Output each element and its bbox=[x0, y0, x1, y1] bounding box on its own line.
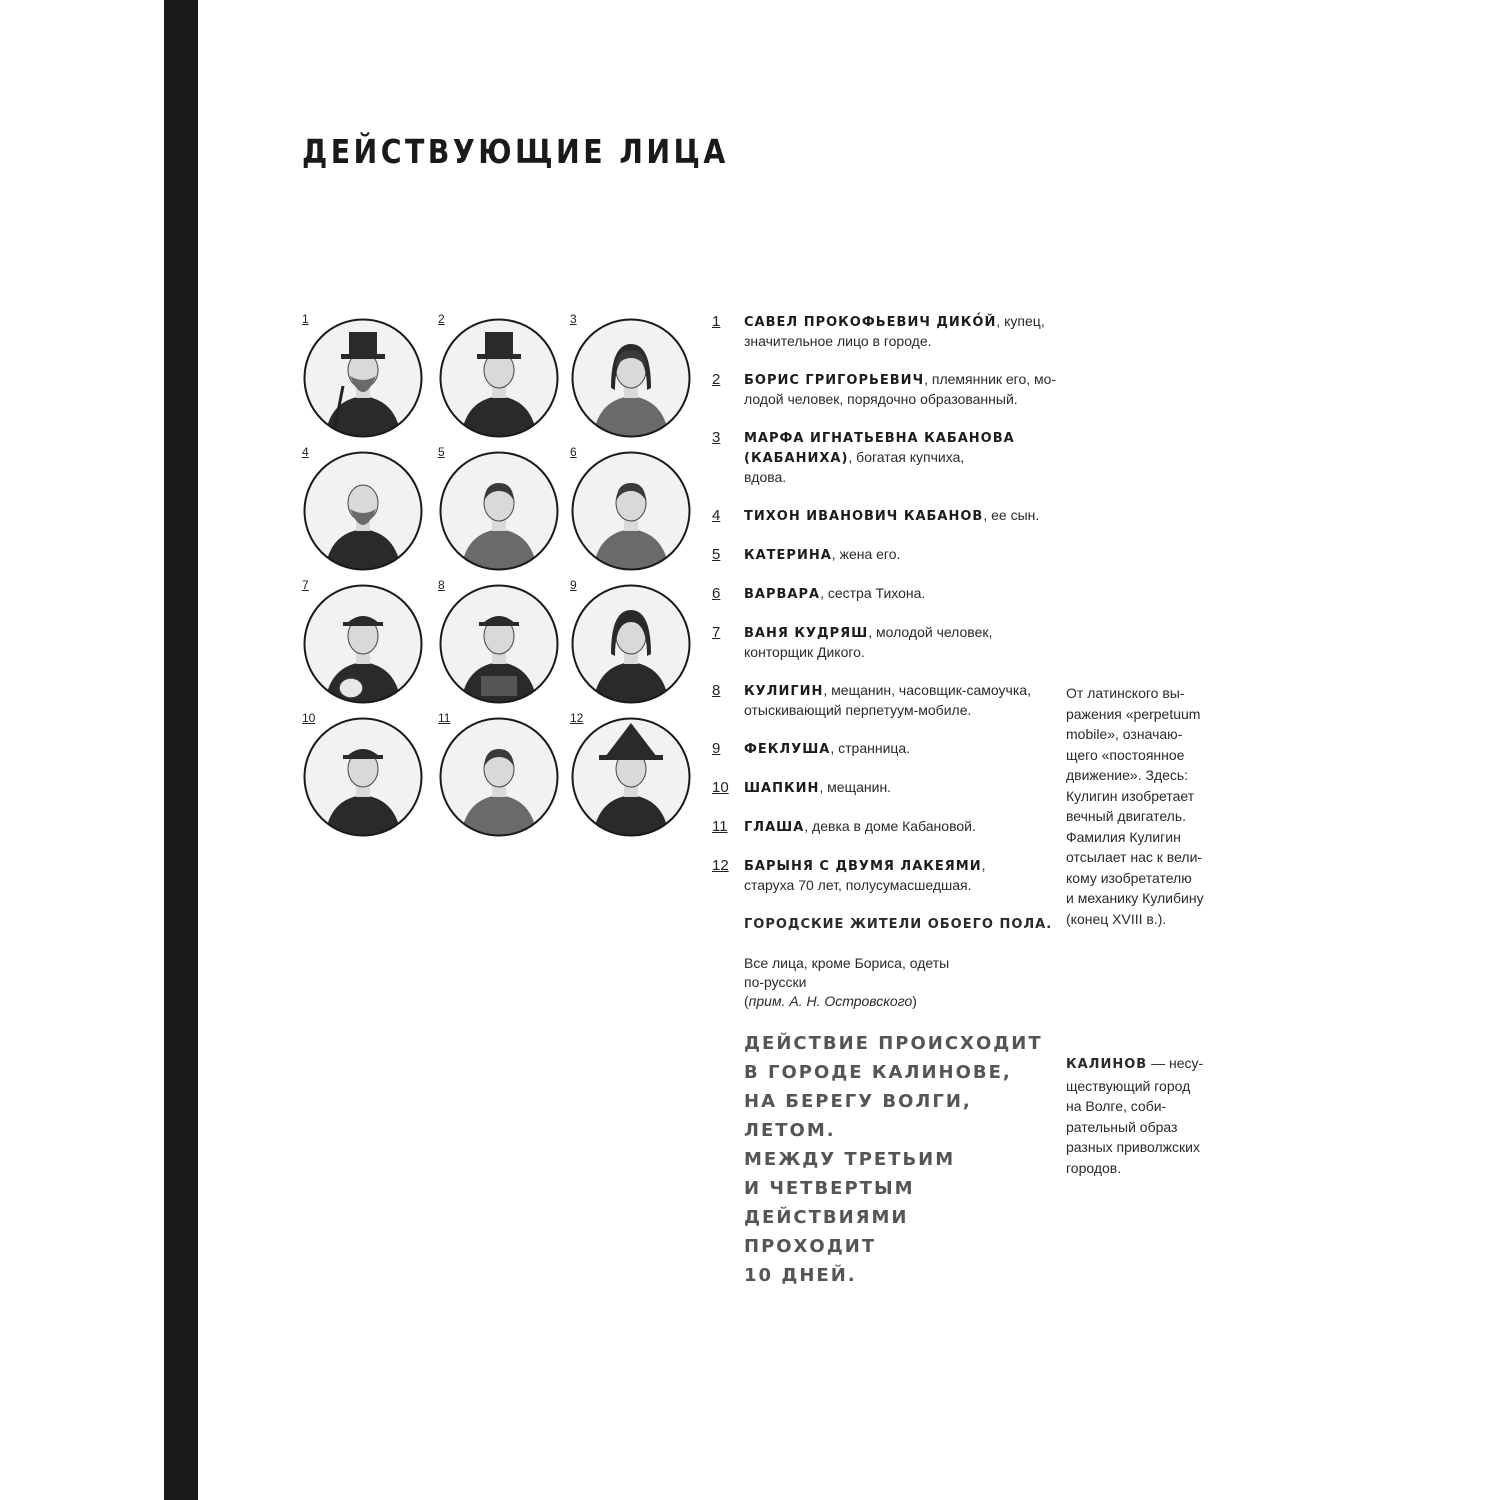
portrait-number: 10 bbox=[302, 711, 316, 725]
portrait-number: 1 bbox=[302, 312, 309, 326]
costume-note-text: Все лица, кроме Бориса, одеты по-русски bbox=[744, 955, 950, 990]
cast-entry-name: ШАПКИН bbox=[744, 781, 820, 796]
cast-list bbox=[712, 312, 1062, 1011]
portrait bbox=[568, 312, 692, 442]
cast-entry bbox=[712, 312, 1062, 351]
cast-entry-description: , ее сын. bbox=[983, 507, 1040, 523]
cast-entry-number: 4 bbox=[712, 507, 721, 524]
character-portrait-image bbox=[303, 584, 423, 704]
cast-entry bbox=[712, 739, 1062, 759]
character-portrait-image bbox=[303, 318, 423, 438]
cast-entry-description: , племянник его, мо- лодой человек, порядочно образованный. bbox=[744, 371, 1057, 407]
cast-entry bbox=[712, 506, 1062, 526]
cast-entry-name: ГЛАША bbox=[744, 820, 805, 835]
paren-close: ) bbox=[912, 993, 917, 1009]
cast-entry bbox=[712, 428, 1062, 487]
cast-entry-description: , мещанин, часовщик-самоучка, отыскивающий перпетуум-мобиле. bbox=[744, 682, 1031, 718]
cast-entry-number: 9 bbox=[712, 740, 721, 757]
cast-entry-description: , девка в доме Кабановой. bbox=[804, 818, 976, 834]
cast-entry-number: 11 bbox=[712, 818, 728, 835]
note-kalinov bbox=[1066, 1053, 1226, 1178]
townsfolk-label: ГОРОДСКИЕ ЖИТЕЛИ ОБОЕГО ПОЛА. bbox=[744, 917, 1053, 932]
cast-entry-name: ВАРВАРА bbox=[744, 587, 821, 602]
character-portrait-image bbox=[571, 318, 691, 438]
character-portrait-image bbox=[439, 584, 559, 704]
book-spine-bar bbox=[164, 0, 198, 1500]
character-portrait-image bbox=[439, 451, 559, 571]
character-portrait-image bbox=[303, 717, 423, 837]
cast-entry-name: ТИХОН ИВАНОВИЧ КАБАНОВ bbox=[744, 509, 984, 524]
character-portrait-image bbox=[571, 584, 691, 704]
cast-entry bbox=[712, 623, 1062, 662]
paren-open: ( bbox=[744, 993, 749, 1009]
portrait-number: 7 bbox=[302, 578, 309, 592]
portrait-number: 6 bbox=[570, 445, 577, 459]
portrait-number: 2 bbox=[438, 312, 445, 326]
cast-entry-number: 12 bbox=[712, 857, 729, 874]
portrait bbox=[300, 578, 424, 708]
cast-entry-name: ФЕКЛУША bbox=[744, 742, 831, 757]
cast-entry-number: 10 bbox=[712, 779, 729, 796]
note-kalinov-text: — несу- ществующий город на Волге, соби- рательный образ разных приволжских городов. bbox=[1066, 1055, 1204, 1176]
costume-note bbox=[712, 954, 1062, 1011]
cast-entry-name: КУЛИГИН bbox=[744, 684, 824, 699]
cast-entry-description: , сестра Тихона. bbox=[820, 585, 926, 601]
portrait-number: 5 bbox=[438, 445, 445, 459]
cast-entry-number: 6 bbox=[712, 585, 721, 602]
portrait-number: 8 bbox=[438, 578, 445, 592]
portrait-number: 11 bbox=[438, 711, 451, 725]
portrait bbox=[568, 578, 692, 708]
cast-entry-description: , странница. bbox=[830, 740, 911, 756]
cast-entry bbox=[712, 817, 1062, 837]
cast-entry-number: 5 bbox=[712, 546, 721, 563]
cast-entry-description: , мещанин. bbox=[819, 779, 892, 795]
townsfolk-line bbox=[712, 914, 1062, 934]
portrait bbox=[436, 711, 560, 841]
cast-entry-number: 2 bbox=[712, 371, 721, 388]
cast-entry-description: , купец, значительное лицо в городе. bbox=[744, 313, 1045, 349]
note-kalinov-term: КАЛИНОВ bbox=[1066, 1057, 1148, 1072]
portrait bbox=[300, 445, 424, 575]
cast-entry bbox=[712, 681, 1062, 720]
note-perpetuum-mobile: От латинского вы- ражения «perpetuum mobile», означаю- щего «постоянное движение». Здесь: Кулигин изобретает вечный двигатель. Фамилия Кулигин отсылает нас к вели- кому изобретателю и механику Кулибину (конец XVIII в.). bbox=[1066, 685, 1204, 927]
portrait-number: 3 bbox=[570, 312, 577, 326]
cast-entry-description: , старуха 70 лет, полусумасшедшая. bbox=[744, 857, 986, 893]
portrait bbox=[300, 312, 424, 442]
cast-entry-name: САВЕЛ ПРОКОФЬЕВИЧ ДИКО́Й bbox=[744, 315, 997, 330]
character-portrait-image bbox=[303, 451, 423, 571]
cast-entry-number: 1 bbox=[712, 313, 721, 330]
cast-entry-name: МАРФА ИГНАТЬЕВНА КАБАНОВА (КАБАНИХА) bbox=[744, 431, 1015, 466]
portrait bbox=[568, 711, 692, 841]
page-title: ДЕЙСТВУЮЩИЕ ЛИЦА bbox=[302, 132, 729, 171]
portrait-number: 12 bbox=[570, 711, 584, 725]
cast-entry-description: , жена его. bbox=[831, 546, 901, 562]
portrait bbox=[436, 445, 560, 575]
character-portrait-image bbox=[439, 717, 559, 837]
character-portrait-image bbox=[571, 717, 691, 837]
portrait bbox=[436, 312, 560, 442]
cast-entry-name: БАРЫНЯ С ДВУМЯ ЛАКЕЯМИ bbox=[744, 859, 982, 874]
portrait bbox=[436, 578, 560, 708]
cast-entry bbox=[712, 545, 1062, 565]
cast-entry bbox=[712, 370, 1062, 409]
setting-statement: ДЕЙСТВИЕ ПРОИСХОДИТ В ГОРОДЕ КАЛИНОВЕ, НА БЕРЕГУ ВОЛГИ, ЛЕТОМ. МЕЖДУ ТРЕТЬИМ И ЧЕТВЕРТЫМ ДЕЙСТВИЯМИ ПРОХОДИТ 10 ДНЕЙ. bbox=[744, 1033, 1043, 1286]
portrait-grid bbox=[300, 312, 700, 852]
portrait bbox=[568, 445, 692, 575]
cast-entry bbox=[712, 856, 1062, 895]
cast-entry-number: 7 bbox=[712, 624, 721, 641]
portrait-number: 9 bbox=[570, 578, 577, 592]
portrait bbox=[300, 711, 424, 841]
costume-note-source: прим. А. Н. Островского bbox=[748, 993, 913, 1009]
character-portrait-image bbox=[439, 318, 559, 438]
cast-entry-description: , богатая купчиха, вдова. bbox=[744, 449, 965, 485]
cast-entry-name: БОРИС ГРИГОРЬЕВИЧ bbox=[744, 373, 925, 388]
cast-entry-number: 8 bbox=[712, 682, 721, 699]
cast-entry-name: КАТЕРИНА bbox=[744, 548, 832, 563]
cast-entry bbox=[712, 778, 1062, 798]
cast-entry-name: ВАНЯ КУДРЯШ bbox=[744, 626, 869, 641]
character-portrait-image bbox=[571, 451, 691, 571]
cast-entry bbox=[712, 584, 1062, 604]
portrait-number: 4 bbox=[302, 445, 309, 459]
cast-entry-description: , молодой человек, конторщик Дикого. bbox=[744, 624, 993, 660]
cast-entry-number: 3 bbox=[712, 429, 721, 446]
